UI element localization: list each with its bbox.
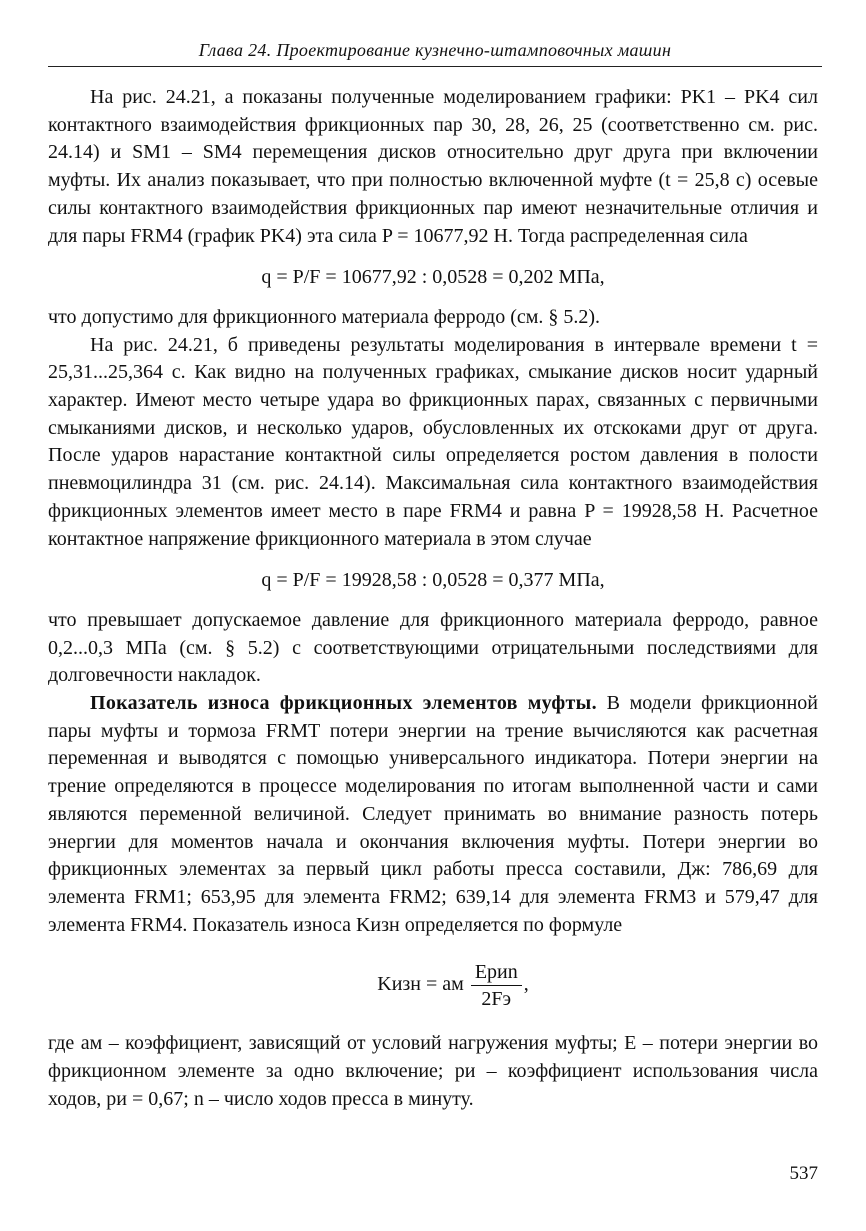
page-number: 537 <box>789 1163 818 1184</box>
paragraph-4: что превышает допускаемое давление для фрикционного материала ферродо, равное 0,2...0,3 МПа (см. § 5.2) с соответствующими отрицательными последствиями для долговечности накладок. <box>48 608 818 687</box>
formula-wear-numerator: Epиn <box>471 959 522 986</box>
paragraph-6: где aм – коэффициент, зависящий от условий нагружения муфты; E – потери энергии во фрикционном элементе за одно включение; pи – коэффициент использования числа ходов, pи = 0,67; n – число ходов пресса в минуту. <box>48 1032 818 1110</box>
paragraph-5-text: В модели фрикционной пары муфты и тормоза FRMT потери энергии на трение вычисляются как расчетная переменная и выводятся с помощью универсального индикатора. Потери энергии на трение определяются в процессе моделирования по итогам выполненной части и сами являются переменной величиной. Следует принимать во внимание разность потерь энергии для моментов начала и окончания включения муфты. Потери энергии во фрикционных элементах за первый цикл работы пресса составили, Дж: 786,69 для элемента FRM1; 653,95 для элемента FRM2; 639,14 для элемента FRM3 и 579,47 для элемента FRM4. Показатель износа Kизн определяется по формуле <box>48 692 818 936</box>
chapter-title: . Проектирование кузнечно-штамповочных машин <box>266 40 672 60</box>
paragraph-3: На рис. 24.21, б приведены результаты моделирования в интервале времени t = 25,31...25,364 с. Как видно на полученных графиках, смыкание дисков носит ударный характер. Имеют место четыре удара во фрикционных парах, связанных с первичными смыканиями дисков, и несколько ударов, обусловленных их отскоками друг от друга. После ударов нарастание контактной силы определяется ростом давления в полости пневмоцилиндра 31 (см. рис. 24.14). Максимальная сила контактного взаимодействия фрикционных элементов имеет место в паре FRM4 и равна P = 19928,58 Н. Расчетное контактное напряжение фрикционного материала в этом случае <box>48 333 818 550</box>
paragraph-2: что допустимо для фрикционного материала ферродо (см. § 5.2). <box>48 305 601 328</box>
formula-q1: q = P/F = 10677,92 : 0,0528 = 0,202 МПа, <box>261 266 605 289</box>
formula-wear-lhs: Kизн = aм <box>377 973 464 996</box>
running-header <box>48 40 822 61</box>
formula-wear-index: Kизн = aм Epиn 2Fэ , <box>377 961 529 1011</box>
section-run-in-heading: Показатель износа фрикционных элементов муфты. <box>90 692 597 715</box>
header-rule <box>48 66 822 67</box>
formula-wear-denominator: 2Fэ <box>481 988 512 1011</box>
chapter-label: Глава 24 <box>198 40 267 60</box>
paragraph-1: На рис. 24.21, а показаны полученные моделированием графики: PK1 – PK4 сил контактного взаимодействия фрикционных пар 30, 28, 26, 25 (соответственно см. рис. 24.14) и SM1 – SM4 перемещения дисков относительно друг друга при включении муфты. Их анализ показывает, что при полностью включенной муфте (t = 25,8 с) осевые силы контактного взаимодействия фрикционных пар имеют незначительные отличия и для пары FRM4 (график PK4) эта сила P = 10677,92 Н. Тогда распределенная сила <box>48 86 818 247</box>
formula-q2: q = P/F = 19928,58 : 0,0528 = 0,377 МПа, <box>261 569 605 592</box>
formula-wear-fraction <box>471 959 522 1012</box>
body-text <box>48 84 818 1114</box>
paragraph-5 <box>48 690 818 939</box>
